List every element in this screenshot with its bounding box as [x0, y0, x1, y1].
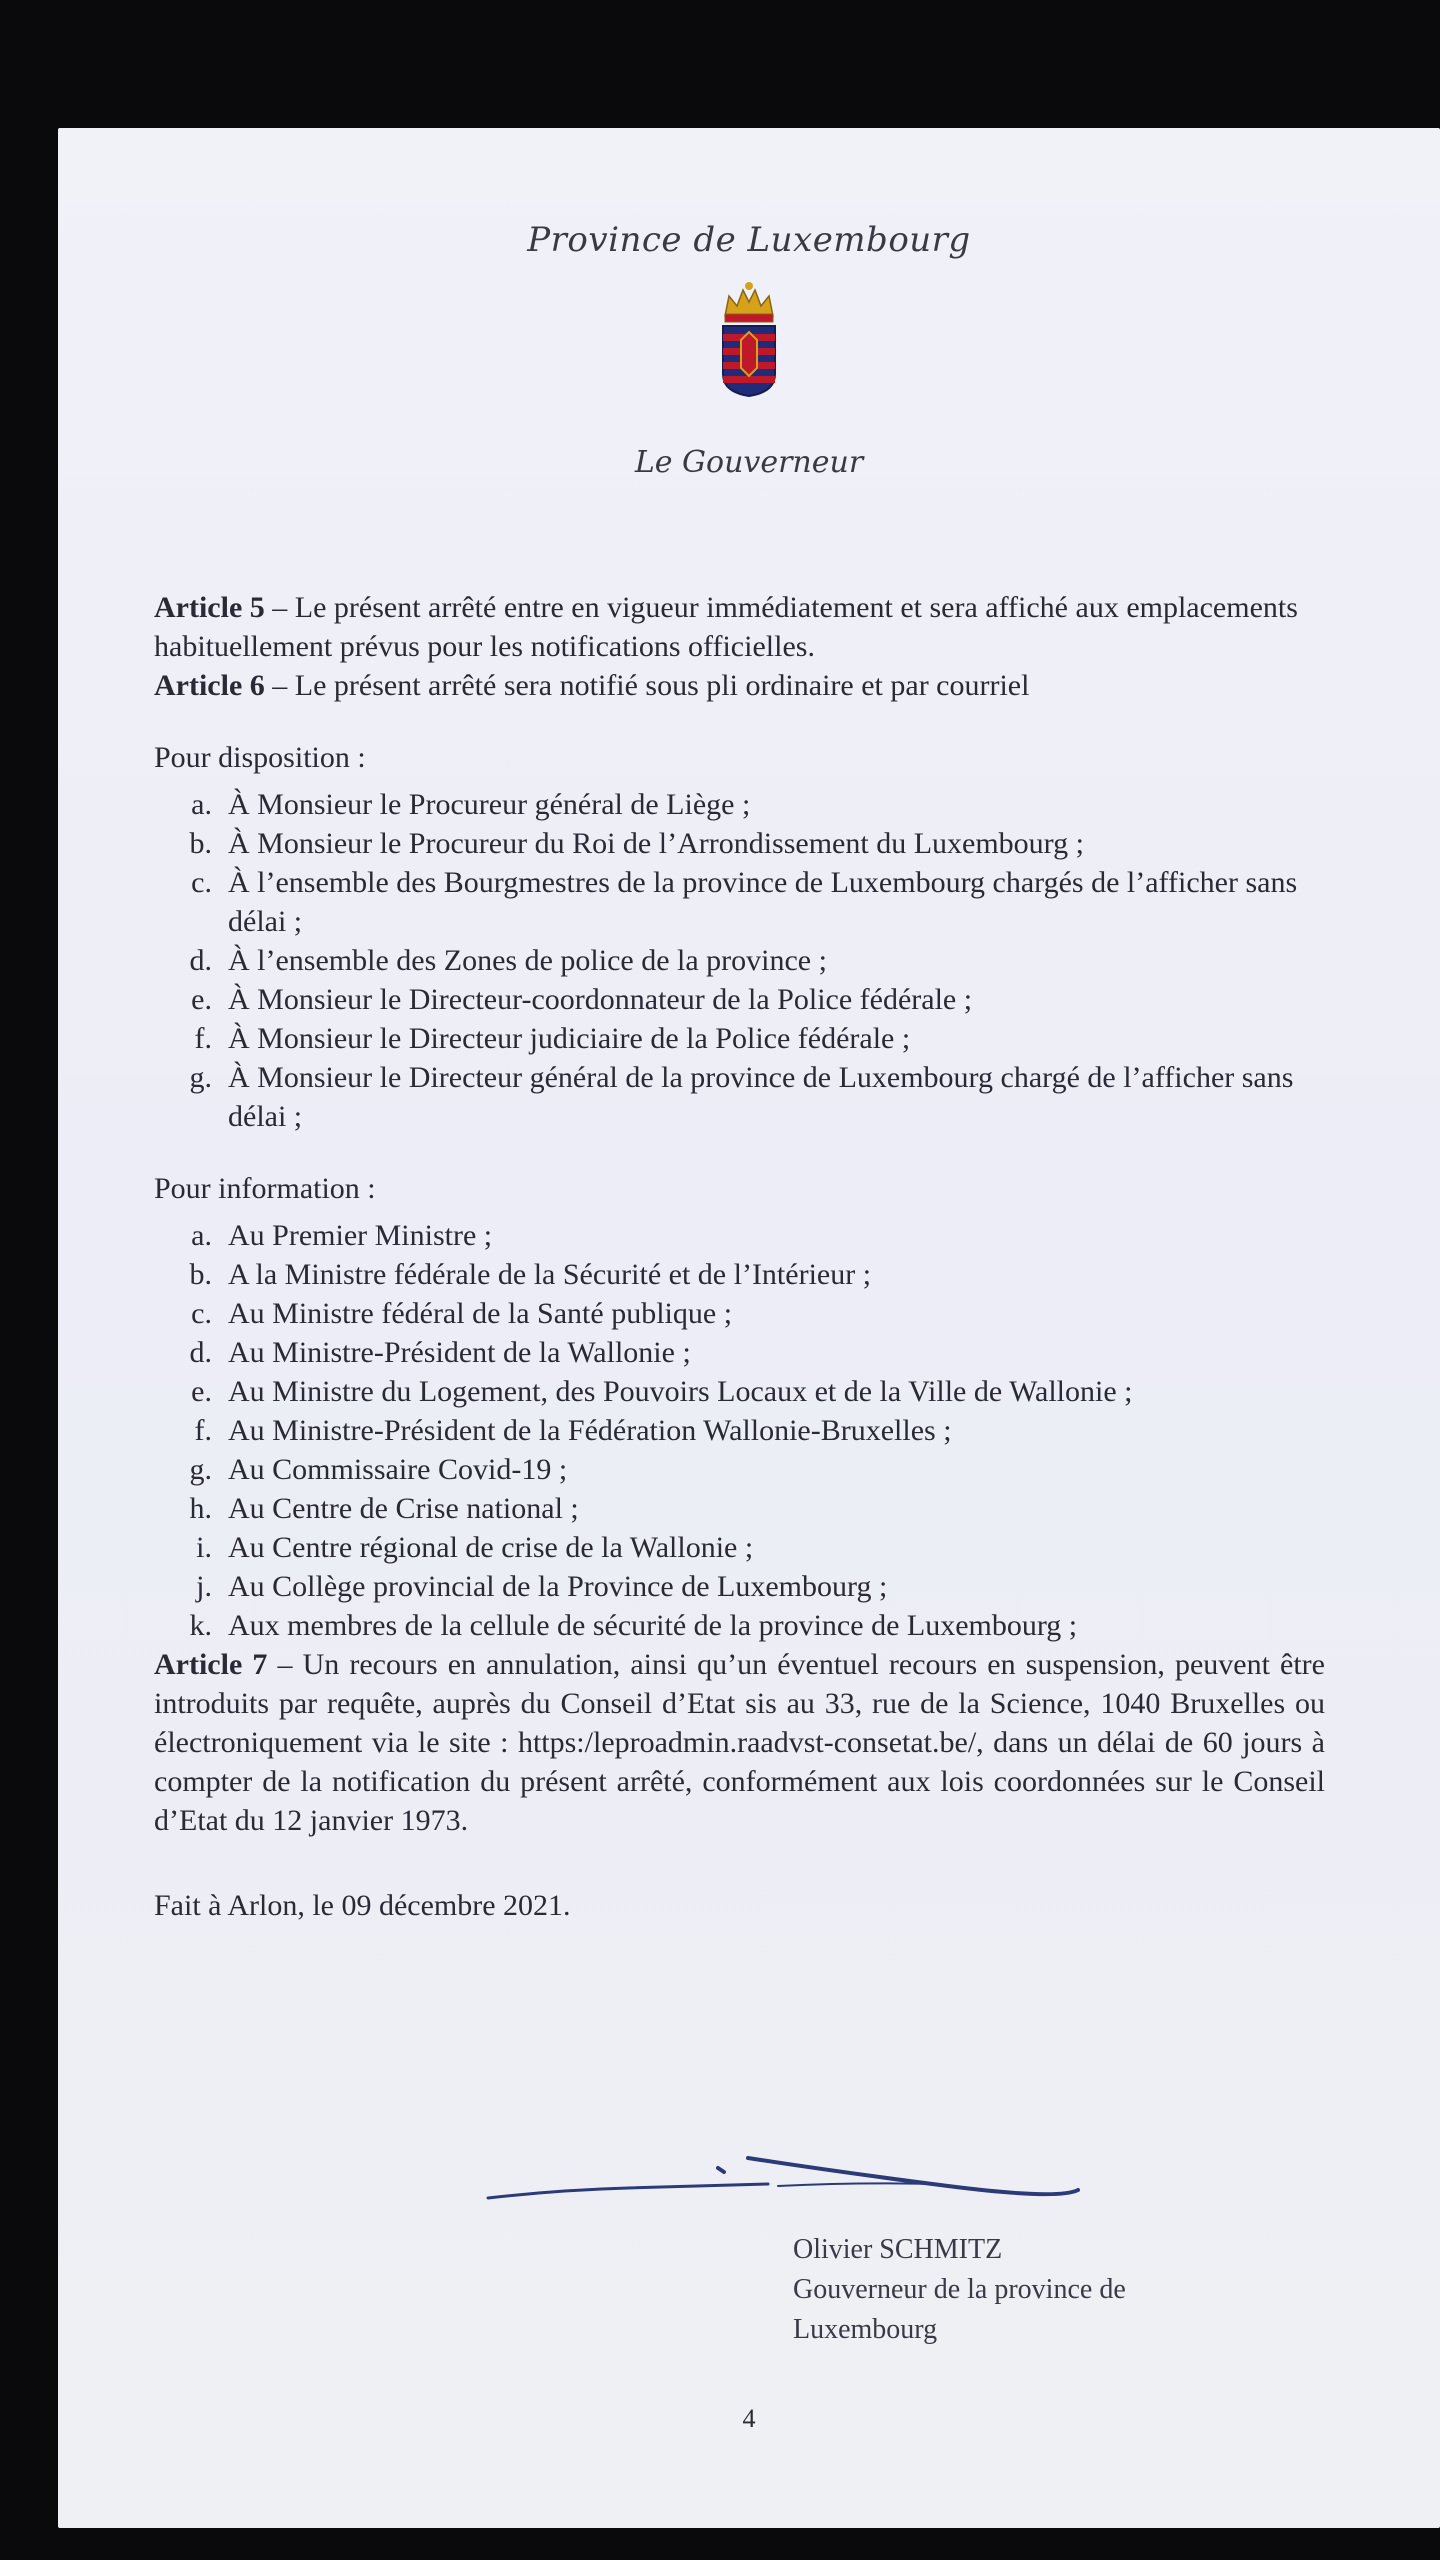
- article-6-title: Article 6: [154, 669, 265, 702]
- governor-title: Le Gouverneur: [634, 445, 864, 480]
- list-text: À l’ensemble des Zones de police de la province ;: [228, 944, 827, 977]
- list-item: [154, 1372, 1325, 1411]
- list-item: [154, 824, 1325, 863]
- handwritten-signature-icon: [478, 2128, 1098, 2218]
- list-item: [154, 1216, 1325, 1255]
- article-5-text: – Le présent arrêté entre en vigueur immédiatement et sera affiché aux emplacements habituellement prévus pour les notifications officielles.: [154, 591, 1298, 663]
- list-letter: d.: [189, 944, 212, 977]
- list-letter: f.: [194, 1022, 212, 1055]
- list-item: [154, 1294, 1325, 1333]
- list-item: [154, 863, 1325, 941]
- article-6: [154, 666, 1325, 705]
- list-item: [154, 1333, 1325, 1372]
- list-item: [154, 1606, 1325, 1645]
- list-item: [154, 785, 1325, 824]
- list-text: Au Centre de Crise national ;: [228, 1492, 579, 1525]
- list-text: Au Ministre-Président de la Fédération Wallonie-Bruxelles ;: [228, 1414, 952, 1447]
- closing-date: Fait à Arlon, le 09 décembre 2021.: [154, 1889, 571, 1922]
- letterhead: [58, 220, 1440, 480]
- list-text: À Monsieur le Directeur-coordonnateur de la Police fédérale ;: [228, 983, 973, 1016]
- list-letter: e.: [191, 983, 212, 1016]
- list-item: [154, 1019, 1325, 1058]
- disposition-heading: Pour disposition :: [154, 741, 366, 774]
- list-item: [154, 1411, 1325, 1450]
- list-text: Au Collège provincial de la Province de Luxembourg ;: [228, 1570, 888, 1603]
- list-letter: d.: [189, 1336, 212, 1369]
- list-text: Au Commissaire Covid-19 ;: [228, 1453, 568, 1486]
- article-6-text: – Le présent arrêté sera notifié sous pli ordinaire et par courriel: [264, 669, 1030, 702]
- signature-block: [568, 2158, 1168, 2345]
- list-text: A la Ministre fédérale de la Sécurité et de l’Intérieur ;: [228, 1258, 872, 1291]
- information-heading: Pour information :: [154, 1172, 376, 1205]
- list-letter: a.: [191, 1219, 212, 1252]
- list-letter: a.: [191, 788, 212, 821]
- coat-of-arms-icon: [717, 278, 781, 398]
- list-letter: c.: [191, 1297, 212, 1330]
- list-letter: c.: [191, 866, 212, 899]
- province-heading: Province de Luxembourg: [527, 220, 971, 260]
- signer-name: Olivier SCHMITZ: [793, 2234, 1003, 2265]
- list-item: [154, 1450, 1325, 1489]
- information-list: [154, 1216, 1325, 1645]
- list-item: [154, 1528, 1325, 1567]
- list-letter: e.: [191, 1375, 212, 1408]
- article-5: [154, 588, 1325, 666]
- list-text: Au Ministre fédéral de la Santé publique ;: [228, 1297, 733, 1330]
- article-7-text: – Un recours en annulation, ainsi qu’un éventuel recours en suspension, peuvent être introduits par requête, auprès du Conseil d’Etat sis au 33, rue de la Science, 1040 Bruxelles ou électroniquement via le site : https:/leproadmin.raadvst-consetat.be/, dans un délai de 60 jours à compter de la notification du présent arrêté, conformément aux lois coordonnées sur le Conseil d’Etat du 12 janvier 1973.: [154, 1648, 1325, 1837]
- list-text: À Monsieur le Directeur général de la province de Luxembourg chargé de l’afficher sans délai ;: [228, 1061, 1294, 1133]
- article-7: [154, 1645, 1325, 1840]
- list-letter: i.: [196, 1531, 212, 1564]
- list-item: [154, 1567, 1325, 1606]
- article-7-title: Article 7: [154, 1648, 268, 1681]
- document-body: [154, 588, 1325, 1925]
- list-letter: b.: [189, 827, 212, 860]
- list-text: À Monsieur le Directeur judiciaire de la Police fédérale ;: [228, 1022, 911, 1055]
- list-letter: g.: [189, 1061, 212, 1094]
- list-text: Au Ministre du Logement, des Pouvoirs Locaux et de la Ville de Wallonie ;: [228, 1375, 1133, 1408]
- page-number: 4: [742, 2404, 756, 2433]
- list-letter: f.: [194, 1414, 212, 1447]
- list-letter: b.: [189, 1258, 212, 1291]
- list-letter: k.: [189, 1609, 212, 1642]
- disposition-list: [154, 785, 1325, 1136]
- list-text: À Monsieur le Procureur du Roi de l’Arrondissement du Luxembourg ;: [228, 827, 1084, 860]
- list-letter: j.: [196, 1570, 212, 1603]
- list-item: [154, 1058, 1325, 1136]
- list-text: Au Ministre-Président de la Wallonie ;: [228, 1336, 691, 1369]
- list-text: Au Centre régional de crise de la Wallonie ;: [228, 1531, 754, 1564]
- list-text: Au Premier Ministre ;: [228, 1219, 493, 1252]
- list-text: À l’ensemble des Bourgmestres de la province de Luxembourg chargés de l’afficher sans délai ;: [228, 866, 1298, 938]
- disposition-section: [154, 738, 1325, 1136]
- article-5-title: Article 5: [154, 591, 265, 624]
- signer: [793, 2230, 1168, 2350]
- information-section: [154, 1169, 1325, 1645]
- list-letter: g.: [189, 1453, 212, 1486]
- list-text: Aux membres de la cellule de sécurité de la province de Luxembourg ;: [228, 1609, 1078, 1642]
- list-item: [154, 1489, 1325, 1528]
- list-letter: h.: [189, 1492, 212, 1525]
- document-page: [58, 128, 1440, 2528]
- list-item: [154, 980, 1325, 1019]
- list-item: [154, 1255, 1325, 1294]
- list-text: À Monsieur le Procureur général de Liège ;: [228, 788, 751, 821]
- signer-role: Gouverneur de la province de Luxembourg: [793, 2274, 1126, 2345]
- list-item: [154, 941, 1325, 980]
